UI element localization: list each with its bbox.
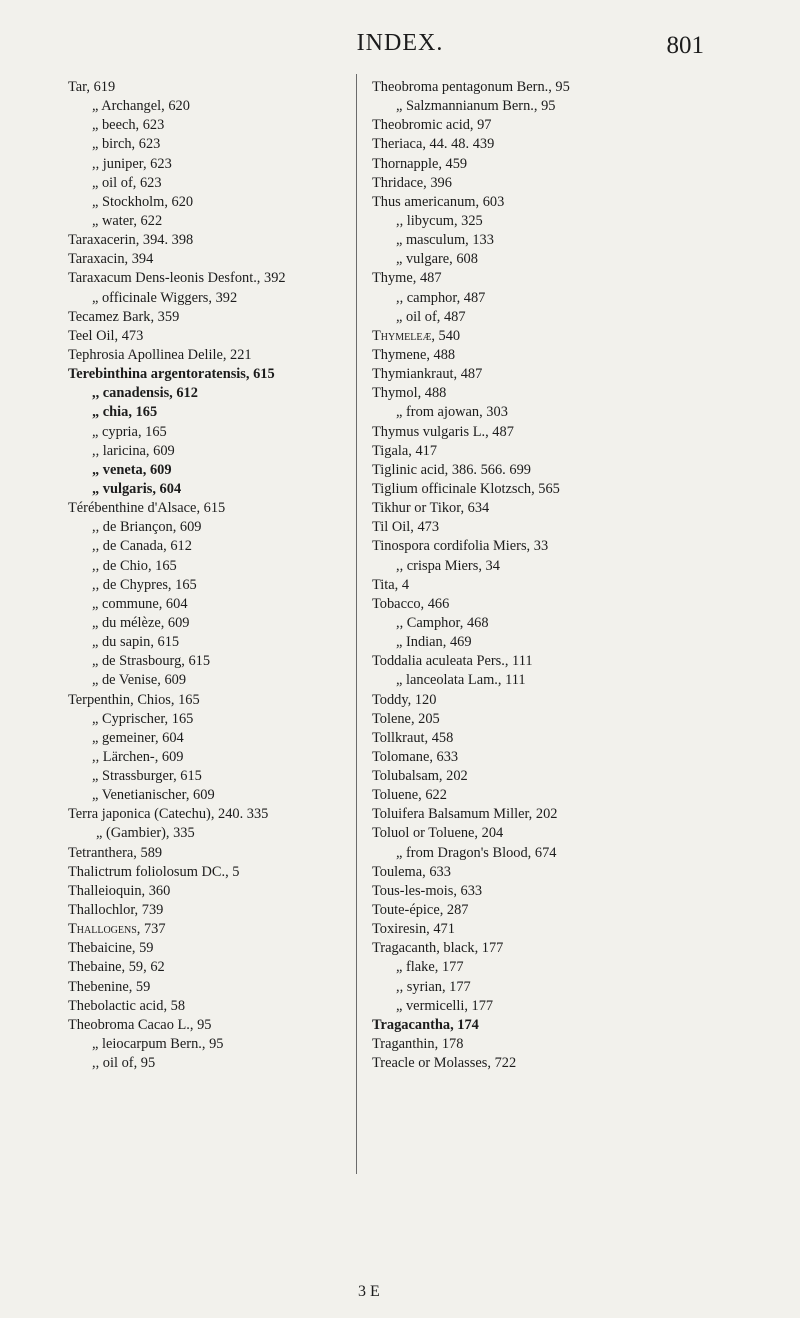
index-entry: Toddy, 120: [372, 691, 437, 708]
index-subentry: „ water, 622: [92, 212, 163, 229]
index-subentry: ,, Camphor, 468: [396, 614, 489, 631]
index-subentry: „ Salzmannianum Bern., 95: [396, 98, 556, 115]
index-subentry: ,, de Chypres, 165: [92, 576, 197, 593]
page-title: INDEX.: [356, 30, 444, 56]
index-subentry: „ (Gambier), 335: [96, 825, 195, 842]
left-index-column: [68, 78, 398, 1073]
index-subentry: „ cypria, 165: [92, 423, 167, 440]
index-subentry: „ Stockholm, 620: [92, 193, 194, 210]
index-subentry: „ commune, 604: [92, 595, 188, 612]
index-entry: Thebaine, 59, 62: [68, 959, 165, 976]
index-subentry: „ vermicelli, 177: [396, 997, 494, 1014]
index-entry: Toulema, 633: [372, 863, 451, 880]
index-subentry: „ beech, 623: [92, 117, 165, 134]
index-subentry: ,, canadensis, 612: [92, 385, 198, 402]
index-subentry: „ de Strasbourg, 615: [92, 653, 211, 670]
index-entry: Tecamez Bark, 359: [68, 308, 180, 325]
index-subentry: ,, libycum, 325: [396, 212, 483, 229]
index-entry: Tragacantha, 174: [372, 1016, 479, 1033]
index-subentry: „ Cyprischer, 165: [92, 710, 194, 727]
index-subentry: ,, juniper, 623: [92, 155, 172, 172]
index-entry: Thallogens, 737: [68, 921, 166, 938]
index-entry: Thalictrum foliolosum DC., 5: [68, 863, 240, 880]
index-entry: Tolubalsam, 202: [372, 768, 468, 785]
index-entry: Taraxacum Dens-leonis Desfont., 392: [68, 270, 286, 287]
index-entry: Tiglinic acid, 386. 566. 699: [372, 461, 531, 478]
index-entry: Toluol or Toluene, 204: [372, 825, 504, 842]
index-subentry: ,, de Canada, 612: [92, 538, 192, 555]
index-subentry: ,, de Briançon, 609: [92, 519, 202, 536]
running-head: [0, 30, 800, 66]
index-entry: Teel Oil, 473: [68, 327, 144, 344]
index-entry: Treacle or Molasses, 722: [372, 1055, 517, 1072]
index-entry: Taraxacerin, 394. 398: [68, 232, 194, 249]
index-entry: Tragacanth, black, 177: [372, 940, 504, 957]
index-entry: Tous-les-mois, 633: [372, 882, 483, 899]
index-subentry: „ vulgaris, 604: [92, 480, 182, 497]
index-entry: Thalleioquin, 360: [68, 882, 171, 899]
index-entry: Thymus vulgaris L., 487: [372, 423, 514, 440]
index-subentry: „ gemeiner, 604: [92, 729, 184, 746]
index-entry: Tetranthera, 589: [68, 844, 163, 861]
signature-mark: 3 E: [358, 1283, 380, 1300]
index-entry: Thus americanum, 603: [372, 193, 505, 210]
index-entry: Tephrosia Apollinea Delile, 221: [68, 346, 252, 363]
index-subentry: „ du sapin, 615: [92, 634, 180, 651]
index-entry: Terebinthina argentoratensis, 615: [68, 366, 275, 383]
index-subentry: „ Archangel, 620: [92, 98, 190, 115]
index-entry: Tiglium officinale Klotzsch, 565: [372, 480, 560, 497]
index-entry: Toluene, 622: [372, 787, 447, 804]
index-subentry: „ Indian, 469: [396, 634, 472, 651]
index-subentry: ,, crispa Miers, 34: [396, 557, 500, 574]
index-entry: Toxiresin, 471: [372, 921, 455, 938]
index-entry: Theobroma pentagonum Bern., 95: [372, 79, 570, 95]
index-subentry: „ from ajowan, 303: [396, 404, 508, 421]
index-entry: Toute-épice, 287: [372, 902, 469, 919]
index-subentry: „ oil of, 487: [396, 308, 466, 325]
index-entry: Toddalia aculeata Pers., 111: [372, 653, 533, 670]
index-entry: Terpenthin, Chios, 165: [68, 691, 200, 708]
index-entry: Taraxacin, 394: [68, 251, 154, 268]
index-entry: Tigala, 417: [372, 442, 438, 459]
index-entry: Thebenine, 59: [68, 978, 151, 995]
index-entry: Thyme, 487: [372, 270, 442, 287]
index-subentry: „ masculum, 133: [396, 232, 494, 249]
index-entry: Theobromic acid, 97: [372, 117, 492, 134]
index-entry: Thridace, 396: [372, 174, 452, 191]
index-entry: Tinospora cordifolia Miers, 33: [372, 538, 549, 555]
index-entry: Thymol, 488: [372, 385, 447, 402]
index-subentry: „ de Venise, 609: [92, 672, 187, 689]
index-subentry: „ officinale Wiggers, 392: [92, 289, 238, 306]
index-subentry: „ du mélèze, 609: [92, 614, 190, 631]
index-subentry: „ birch, 623: [92, 136, 161, 153]
index-subentry: ,, camphor, 487: [396, 289, 486, 306]
index-entry: Thymeleæ, 540: [372, 327, 461, 344]
index-subentry: „ lanceolata Lam., 111: [396, 672, 526, 689]
index-entry: Tollkraut, 458: [372, 729, 454, 746]
index-subentry: ,, syrian, 177: [396, 978, 471, 995]
index-subentry: ,, de Chio, 165: [92, 557, 177, 574]
index-entry: Theobroma Cacao L., 95: [68, 1016, 212, 1033]
index-subentry: ,, oil of, 95: [92, 1055, 156, 1072]
index-entry: Tikhur or Tikor, 634: [372, 500, 490, 517]
index-subentry: „ Strassburger, 615: [92, 768, 202, 785]
index-entry: Traganthin, 178: [372, 1036, 464, 1053]
index-subentry: ,, laricina, 609: [92, 442, 175, 459]
right-index-column: [372, 78, 702, 1073]
index-entry: Theriaca, 44. 48. 439: [372, 136, 495, 153]
index-entry: Til Oil, 473: [372, 519, 440, 536]
index-entry: Thebaicine, 59: [68, 940, 154, 957]
index-entry: Thebolactic acid, 58: [68, 997, 186, 1014]
index-subentry: ,, Lärchen-, 609: [92, 748, 184, 765]
index-entry: Thallochlor, 739: [68, 902, 164, 919]
index-subentry: „ veneta, 609: [92, 461, 172, 478]
page-number: 801: [666, 32, 704, 59]
index-entry: Tobacco, 466: [372, 595, 450, 612]
column-divider: [356, 74, 357, 1174]
index-subentry: „ oil of, 623: [92, 174, 162, 191]
index-entry: Térébenthine d'Alsace, 615: [68, 500, 226, 517]
index-subentry: „ leiocarpum Bern., 95: [92, 1036, 224, 1053]
index-entry: Thymiankraut, 487: [372, 366, 483, 383]
index-subentry: „ flake, 177: [396, 959, 464, 976]
index-subentry: „ chia, 165: [92, 404, 158, 421]
index-entry: Thornapple, 459: [372, 155, 468, 172]
index-subentry: „ Venetianischer, 609: [92, 787, 215, 804]
index-entry: Tolomane, 633: [372, 748, 459, 765]
index-entry: Thymene, 488: [372, 346, 456, 363]
index-entry: Tita, 4: [372, 576, 410, 593]
index-entry: Tolene, 205: [372, 710, 440, 727]
index-subentry: „ from Dragon's Blood, 674: [396, 844, 557, 861]
index-entry: Terra japonica (Catechu), 240. 335: [68, 806, 269, 823]
index-entry: Toluifera Balsamum Miller, 202: [372, 806, 558, 823]
index-entry: Tar, 619: [68, 79, 116, 95]
index-subentry: „ vulgare, 608: [396, 251, 478, 268]
